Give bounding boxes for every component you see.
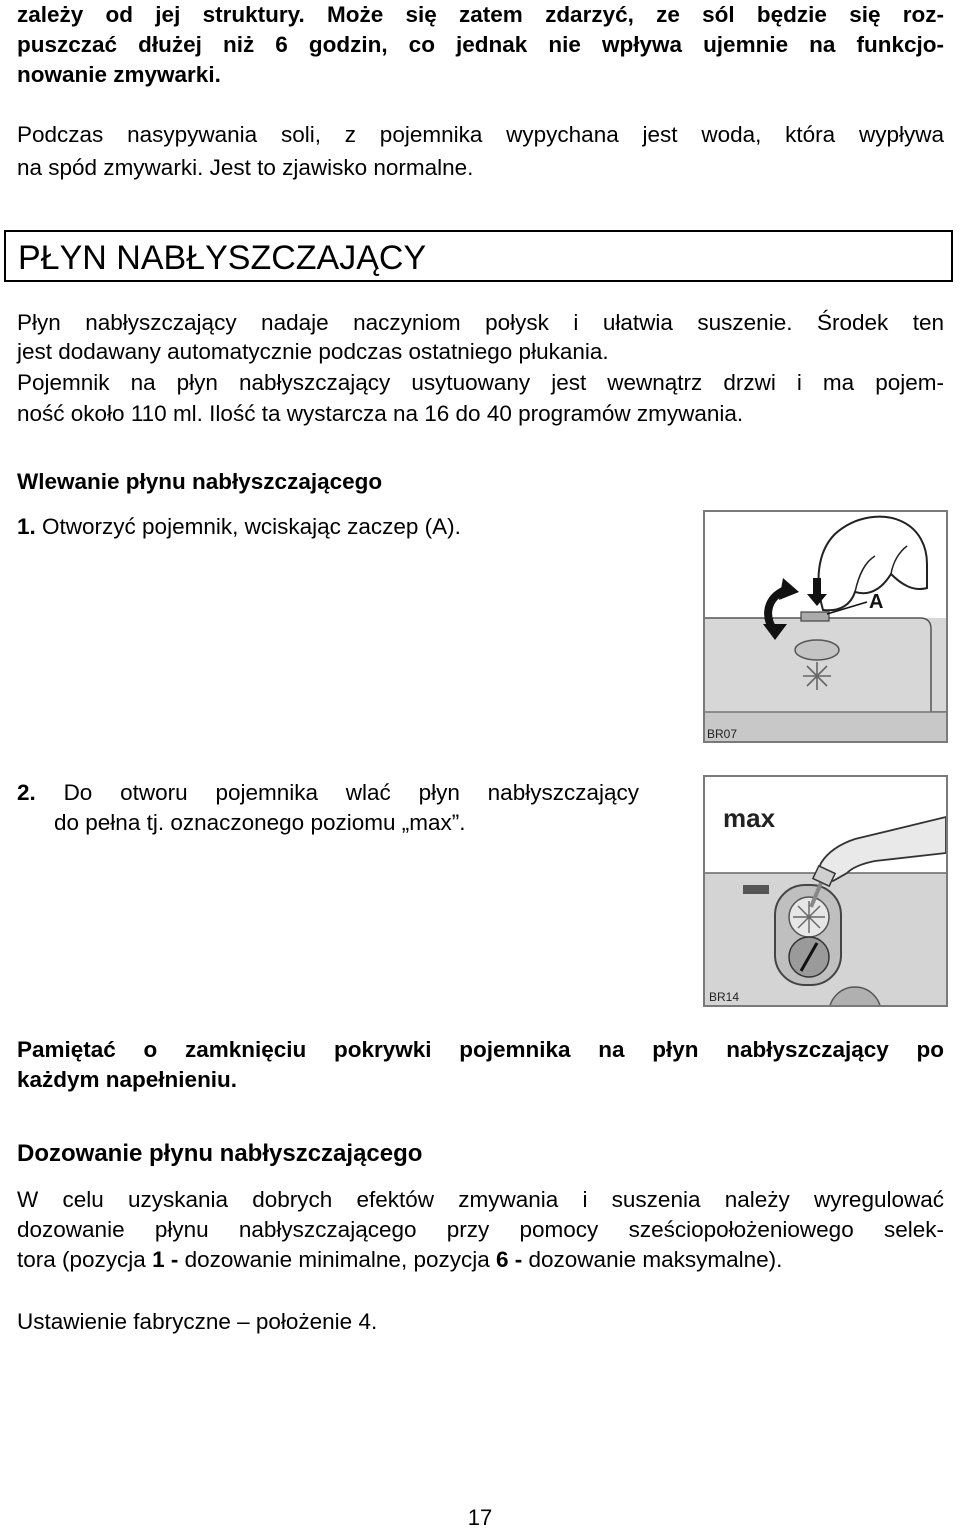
factory-setting: Ustawienie fabryczne – położenie 4. <box>17 1309 378 1334</box>
intro-line-1: zależy od jej struktury. Może się zatem zdarzyć, ze sól będzie się roz- <box>17 2 944 27</box>
dosing-line-3 <box>17 1245 782 1275</box>
intro-p2-line-2: na spód zmywarki. Jest to zjawisko normalne. <box>17 155 474 180</box>
desc-line-4: ność około 110 ml. Ilość ta wystarcza na 16 do 40 programów zmywania. <box>17 401 744 426</box>
dosing-line-3-c: dozowanie minimalne, pozycja <box>178 1247 496 1272</box>
desc-line-1: Płyn nabłyszczający nadaje naczyniom połysk i ułatwia suszenie. Środek ten <box>17 310 944 335</box>
reminder-line-2: każdym napełnieniu. <box>17 1067 238 1092</box>
reminder-line-1: Pamiętać o zamknięciu pokrywki pojemnika na płyn nabłyszczający po <box>17 1037 944 1062</box>
desc-line-2: jest dodawany automatycznie podczas ostatniego płukania. <box>17 339 609 364</box>
intro-line-2: puszczać dłużej niż 6 godzin, co jednak nie wpływa ujemnie na funkcjo- <box>17 32 944 57</box>
step-2-line-1 <box>17 778 639 808</box>
step-2-text-1: Do otworu pojemnika wlać płyn nabłyszczający <box>63 780 639 805</box>
step-1-text: Otworzyć pojemnik, wciskając zaczep (A). <box>42 514 461 539</box>
figure-fill-container <box>703 775 948 1007</box>
intro-p2-line-1: Podczas nasypywania soli, z pojemnika wypychana jest woda, która wypływa <box>17 122 944 147</box>
figure-2-code: BR14 <box>709 990 740 1004</box>
dosing-min-position: 1 - <box>152 1247 179 1272</box>
figure-2-label: max <box>723 803 776 833</box>
figure-fill-container-illustration <box>705 777 946 1005</box>
figure-1-code: BR07 <box>707 727 738 741</box>
dosing-heading: Dozowanie płynu nabłyszczającego <box>17 1140 423 1167</box>
step-1-number: 1. <box>17 514 36 539</box>
dosing-max-position: 6 - <box>496 1247 523 1272</box>
filling-heading: Wlewanie płynu nabłyszczającego <box>17 469 383 494</box>
step-2-line-2: do pełna tj. oznaczonego poziomu „max”. <box>54 810 466 835</box>
section-title: PŁYN NABŁYSZCZAJĄCY <box>18 239 427 277</box>
dosing-line-3-a: tora (pozycja <box>17 1247 153 1272</box>
intro-line-3: nowanie zmywarki. <box>17 62 221 87</box>
step-1 <box>17 512 461 542</box>
figure-1-label: A <box>869 591 884 613</box>
dosing-line-2: dozowanie płynu nabłyszczającego przy pomocy sześciopołożeniowego selek- <box>17 1217 944 1242</box>
dosing-line-3-e: dozowanie maksymalne). <box>522 1247 783 1272</box>
desc-line-3: Pojemnik na płyn nabłyszczający usytuowany jest wewnątrz drzwi i ma pojem- <box>17 370 944 395</box>
figure-open-container <box>703 510 948 743</box>
dosing-line-1: W celu uzyskania dobrych efektów zmywania i suszenia należy wyregulować <box>17 1187 944 1212</box>
step-2-number: 2. <box>17 780 36 805</box>
page-number: 17 <box>467 1505 493 1530</box>
figure-open-container-illustration <box>705 512 946 741</box>
section-title-box <box>4 230 953 282</box>
